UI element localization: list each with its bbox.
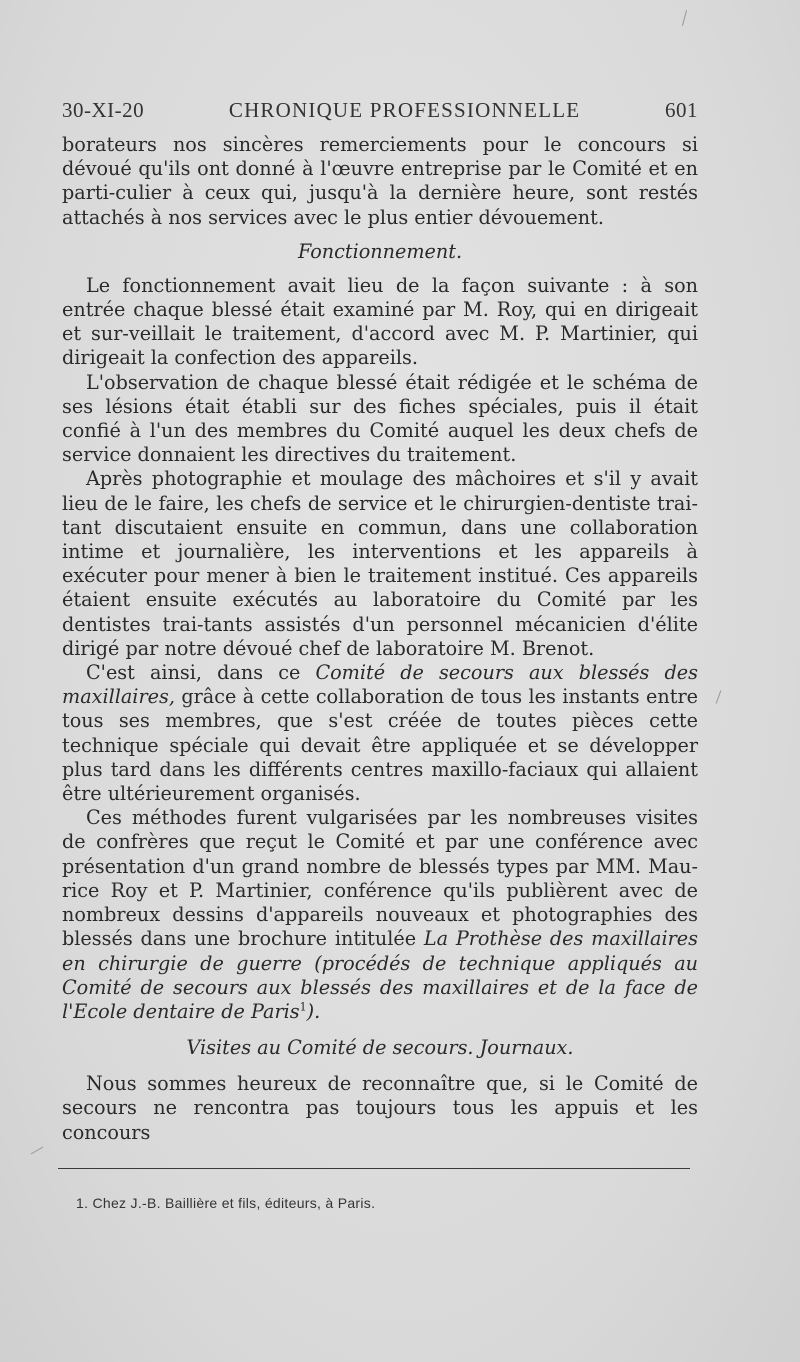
text-run: Ces méthodes furent vulgarisées par les nombreuses visites de confrères que reçut le Comité et par une conférence avec présentation d'un grand nombre de blessés types par MM. Mau-rice Roy et P. Martinier, conférence qu'ils publièrent avec de nombreux dessins d'appareils nouveaux et photographies des blessés dans une brochure intitulée bbox=[62, 806, 698, 951]
paragraph: L'observation de chaque blessé était rédigée et le schéma de ses lésions était établi sur des fiches spéciales, puis il était confié à l'un des membres du Comité auquel les deux chefs de service donnaient les directives du traitement. bbox=[62, 370, 698, 467]
footnote-rule bbox=[58, 1168, 690, 1169]
paragraph-comite bbox=[62, 661, 698, 806]
paragraph: Le fonctionnement avait lieu de la façon suivante : à son entrée chaque blessé était examiné par M. Roy, qui en dirigeait et sur-veillait le traitement, d'accord avec M. P. Martinier, qui dirigeait la confection des appareils. bbox=[62, 273, 698, 370]
footnote: 1. Chez J.-B. Baillière et fils, éditeurs, à Paris. bbox=[76, 1195, 376, 1211]
header-date: 30-XI-20 bbox=[62, 98, 145, 122]
text-run: C'est ainsi, dans ce bbox=[86, 661, 316, 685]
italic-run: Comité de secours aux blessés des maxillaires, bbox=[62, 661, 698, 709]
italic-run: ). bbox=[306, 999, 321, 1023]
paper-mark bbox=[682, 10, 687, 26]
running-header bbox=[62, 98, 698, 123]
paragraph: Après photographie et moulage des mâchoires et s'il y avait lieu de le faire, les chefs de service et le chirurgien-dentiste trai-tant discutaient ensuite en commun, dans une collaboration intime et journalière, les interventions et les appareils à exécuter pour mener à bien le traitement institué. Ces appareils étaient ensuite exécutés au laboratoire du Comité par les dentistes trai-tants assistés d'un personnel mécanicien d'élite dirigé par notre dévoué chef de laboratoire M. Brenot. bbox=[62, 467, 698, 660]
paragraph-continuation: borateurs nos sincères remerciements pour le concours si dévoué qu'ils ont donné à l'œuvre entreprise par le Comité et en parti-culier à ceux qui, jusqu'à la dernière heure, sont restés attachés à nos services avec le plus entier dévouement. bbox=[62, 133, 698, 229]
text-run: grâce à cette collaboration de tous les instants entre tous ses membres, que s'est créée de toutes pièces cette technique spéciale qui devait être appliquée et se développer plus tard dans les différents centres maxillo-faciaux qui allaient être ultérieurement organisés. bbox=[62, 685, 698, 806]
header-title: CHRONIQUE PROFESSIONNELLE bbox=[228, 98, 581, 122]
paper-mark bbox=[716, 690, 722, 703]
paragraph-methodes bbox=[62, 806, 698, 1024]
page-number: 601 bbox=[665, 98, 698, 122]
paragraph: Nous sommes heureux de reconnaître que, si le Comité de secours ne rencontra pas toujours tous les appuis et les concours bbox=[62, 1072, 698, 1144]
page-body bbox=[62, 98, 698, 1145]
paper-mark bbox=[31, 1147, 44, 1155]
section-title-fonctionnement: Fonctionnement. bbox=[297, 239, 463, 263]
section-title-visites: Visites au Comité de secours. Journaux. bbox=[186, 1036, 574, 1060]
footnote-ref: 1 bbox=[299, 1000, 307, 1014]
italic-run: La Prothèse des maxillaires en chirurgie de guerre (procédés de technique appliqués au Comité de secours aux blessés des maxillaires et de la face de l'Ecole dentaire de Paris bbox=[62, 927, 698, 1023]
